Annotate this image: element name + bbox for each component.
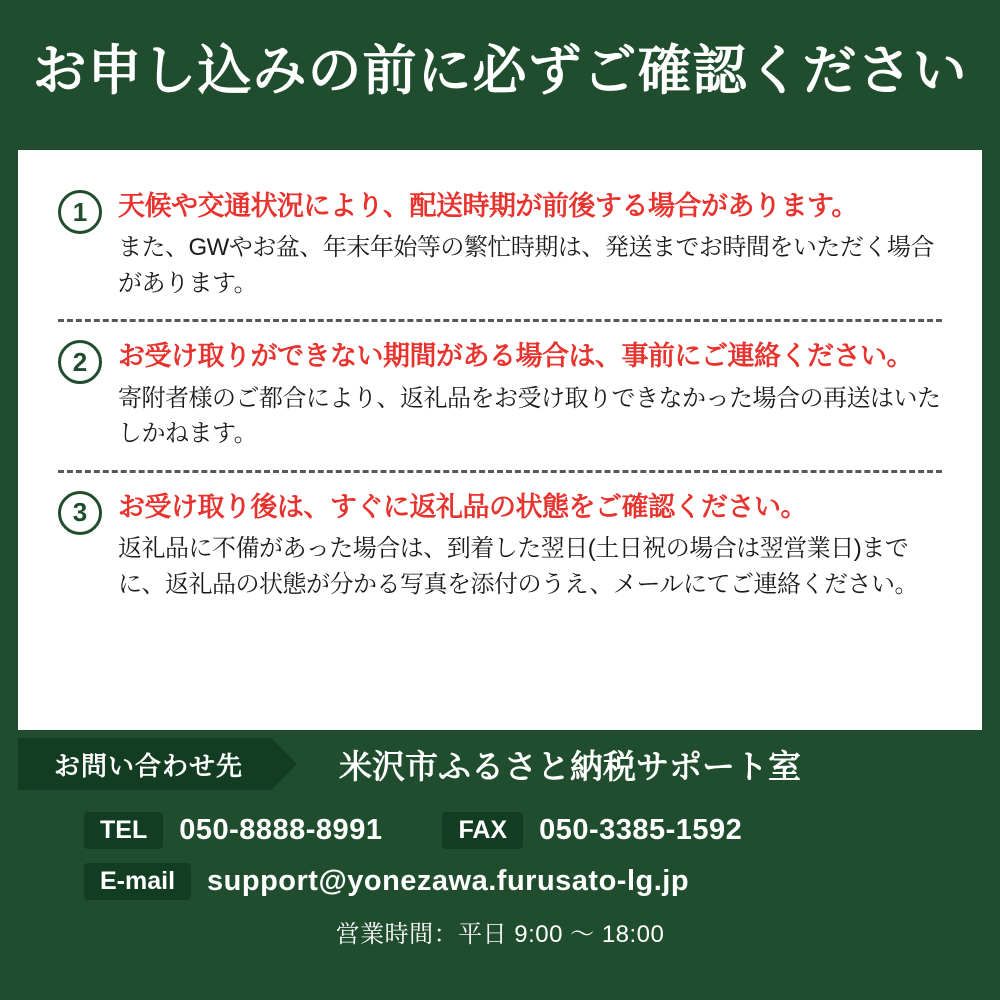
- contact-department: 米沢市ふるさと納税サポート室: [339, 747, 802, 785]
- notice-body-1: [118, 188, 942, 301]
- notice-body-2: [118, 338, 942, 451]
- business-hours: 営業時間：平日 9:00 ～ 18:00: [335, 921, 665, 948]
- contact-label: お問い合わせ先: [18, 738, 271, 790]
- tel-label: TEL: [84, 812, 163, 849]
- divider-1: [58, 319, 942, 322]
- email-label: E-mail: [84, 863, 191, 900]
- contact-row-email: [18, 863, 982, 900]
- notice-item-1: [58, 188, 942, 301]
- notice-headline-2: お受け取りができない期間がある場合は、事前にご連絡ください。: [118, 341, 913, 372]
- notice-card: [18, 150, 982, 730]
- contact-bar: [18, 730, 982, 798]
- fax-label: FAX: [442, 812, 523, 849]
- notice-body-3: [118, 489, 942, 602]
- notice-detail-2: 寄附者様のご都合により、返礼品をお受け取りできなかった場合の再送はいたしかねます。: [118, 384, 941, 448]
- fax-group: [442, 812, 742, 849]
- notice-number-3: 3: [58, 491, 102, 535]
- notice-number-2: 2: [58, 340, 102, 384]
- notice-number-1: 1: [58, 190, 102, 234]
- page-title: お申し込みの前に必ずご確認ください: [32, 41, 968, 101]
- notice-item-2: [58, 338, 942, 451]
- email-group: [84, 863, 689, 900]
- email-value[interactable]: support@yonezawa.furusato-lg.jp: [207, 865, 690, 897]
- notice-item-3: [58, 489, 942, 602]
- notice-headline-1: 天候や交通状況により、配送時期が前後する場合があります。: [118, 191, 858, 221]
- contact-row-phone: [18, 812, 982, 849]
- contact-details: [18, 812, 982, 949]
- divider-2: [58, 470, 942, 473]
- fax-value: 050-3385-1592: [539, 814, 743, 846]
- tel-group: [84, 812, 382, 849]
- notice-detail-1: また、GWやお盆、年末年始等の繁忙時期は、発送までお時間をいただく場合があります。: [118, 234, 934, 297]
- tel-value[interactable]: 050-8888-8991: [179, 814, 383, 846]
- notice-detail-3: 返礼品に不備があった場合は、到着した翌日(土日祝の場合は翌営業日)までに、返礼品の状態が分かる写真を添付のうえ、メールにてご連絡ください。: [118, 535, 918, 598]
- notice-headline-3: お受け取り後は、すぐに返礼品の状態をご確認ください。: [118, 491, 807, 522]
